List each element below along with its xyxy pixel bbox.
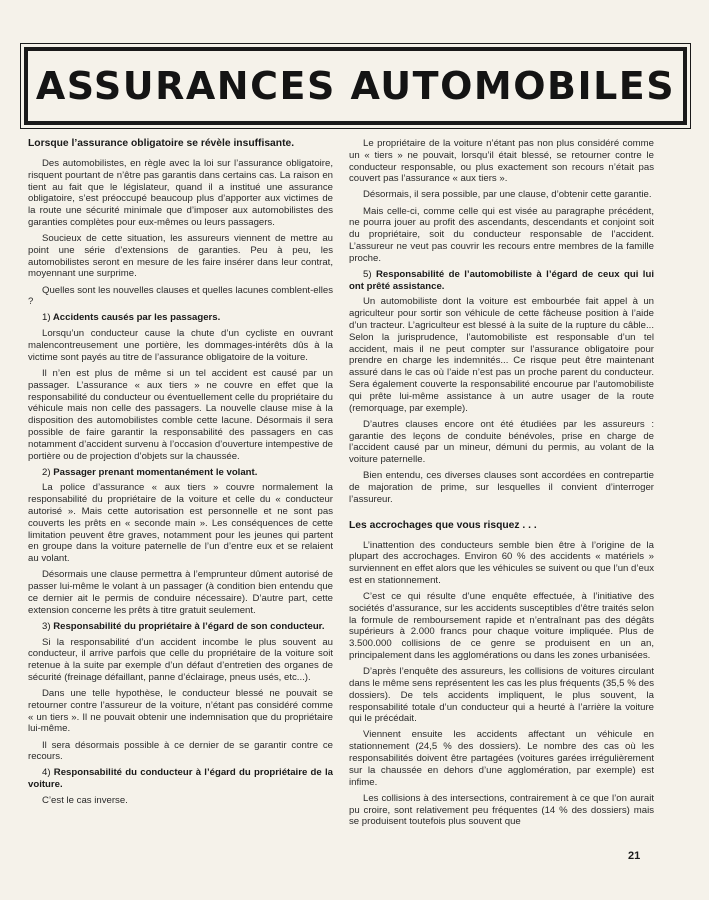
page-number: 21 xyxy=(628,850,641,862)
paragraph: La police d’assurance « aux tiers » couvre normalement la responsabilité du propriétaire de la voiture et celle du « conducteur autorisé ». Mais cette autorisation est personnelle et ne sont pas couverts les prêts en « seconde main ». Les conséquences de cette limitation peuvent être graves, notamment pour les jeunes qui partent en groupe dans la voiture paternelle de l’un d’entre eux et se relaient au volant. xyxy=(28,482,333,565)
subsection-title-4: 4) Responsabilité du conducteur à l’égard du propriétaire de la voiture. xyxy=(28,767,333,791)
paragraph: Dans une telle hypothèse, le conducteur blessé ne pouvait se retourner contre l’assureur de la voiture, n’étant pas considéré comme « un tiers ». Il ne pouvait obtenir une indemnisation que du propriétaire lui-même. xyxy=(28,688,333,735)
paragraph: Lorsqu’un conducteur cause la chute d’un cycliste en ouvrant malencontreusement une portière, les dommages-intérêts dûs à la victime sont payés au titre de l’assurance obligatoire de la voiture. xyxy=(28,328,333,363)
subsection-title-3: 3) Responsabilité du propriétaire à l’égard de son conducteur. xyxy=(42,620,325,632)
title-banner xyxy=(24,47,687,125)
subsection-title-1: 1) Accidents causés par les passagers. xyxy=(42,312,221,324)
paragraph: Il sera désormais possible à ce dernier de se garantir contre ce recours. xyxy=(28,739,333,763)
paragraph: Les collisions à des intersections, contrairement à ce que l’on aurait pu croire, sont relativement peu fréquentes (14 % des dossiers) mais se produisent toutefois plus souvent que xyxy=(349,792,654,828)
paragraph: Quelles sont les nouvelles clauses et quelles lacunes comblent-elles ? xyxy=(28,284,333,308)
paragraph: Si la responsabilité d’un accident incombe le plus souvent au conducteur, il arrive parfois que celle du propriétaire de la voiture soit retenue à la suite par exemple d’un défaut d’entretien des organes de sécurité (freinage défaillant, panne d’éclairage, pneus usés, etc...). xyxy=(28,636,333,683)
paragraph: Bien entendu, ces diverses clauses sont accordées en contrepartie de majoration de prime, sur lesquelles il convient d’interroger l’assureur. xyxy=(349,470,654,505)
paragraph: Viennent ensuite les accidents affectant un véhicule en stationnement (24,5 % des dossiers). Le nombre des cas où les responsabilités doivent être partagées (voitures garées irrégulièrement sur la chaussée en dehors d’une agglomération, par exemple) est infime. xyxy=(349,729,654,788)
subsection-title-5: 5) Responsabilité de l’automobiliste à l’égard de ceux qui lui ont prêté assistance. xyxy=(349,268,654,292)
paragraph: C’est le cas inverse. xyxy=(42,795,128,807)
paragraph: L’inattention des conducteurs semble bien être à l’origine de la plupart des accrochages. Environ 60 % des accidents « matériels » surviennent en effet alors que les véhicules se suivent ou que l’un d’eux est en stationnement. xyxy=(349,539,654,586)
paragraph: Des automobilistes, en règle avec la loi sur l’assurance obligatoire, risquent pourtant de n’être pas garantis dans certains cas. La raison en tient au fait que le législateur, quand il a institué une assurance obligatoire, s’est préoccupé beaucoup plus d’apporter aux victimes de la route une sécurité minimale que d’imposer aux automobilistes des garanties complètes pour eux-mêmes ou leurs passagers. xyxy=(28,158,333,228)
paragraph: Il n’en est plus de même si un tel accident est causé par un passager. L’assurance « aux tiers » ne couvre en effet que la responsabilité du conducteur ou éventuellement celle du propriétaire du véhicule mais non celle des passagers. La nouvelle clause mise à la disposition des automobilistes comble cette lacune. Désormais il sera possible de faire garantir la responsabilité des passagers en cas notamment d’accident survenu à l’occasion d’ouverture intempestive de portière ou de projection d’objets sur la chaussée. xyxy=(28,367,333,462)
subsection-title-2: 2) Passager prenant momentanément le volant. xyxy=(42,466,258,478)
page-title: ASSURANCES AUTOMOBILES xyxy=(35,64,676,108)
left-column xyxy=(28,138,333,811)
paragraph: Soucieux de cette situation, les assureurs viennent de mettre au point une série d’extensions de garanties. Peu à peu, les automobilistes seront en mesure de les faire insérer dans leur contrat, moyennant une surprime. xyxy=(28,233,333,280)
section-heading-accrochages: Les accrochages que vous risquez . . . xyxy=(349,519,537,531)
paragraph: Désormais une clause permettra à l’emprunteur dûment autorisé de passer lui-même le volant à un passager (à condition bien entendu que ce dernier ait le permis de conduire nécessaire). D’autre part, cette extension concerne les prêts à titre gratuit seulement. xyxy=(28,569,333,616)
paragraph: Mais celle-ci, comme celle qui est visée au paragraphe précédent, ne pourra jouer au profit des ascendants, descendants et conjoint soit du propriétaire, soit du conducteur responsable de l’accident. L’assureur ne veut pas couvrir les recours entre membres de la famille proche. xyxy=(349,205,654,264)
paragraph: D’après l’enquête des assureurs, les collisions de voitures circulant dans le même sens représentent les cas les plus fréquents (35,5 % des dossiers). De tels accidents impliquent, le plus souvent, la responsabilité totale d’un conducteur qui a heurté à l’arrière la voiture qui le précédait. xyxy=(349,666,654,725)
section-heading: Lorsque l’assurance obligatoire se révèle insuffisante. xyxy=(28,138,295,149)
paragraph: Le propriétaire de la voiture n’étant pas non plus considéré comme un « tiers » ne pouvait, lorsqu’il était blessé, se retourner contre le conducteur responsable, ou plus exactement son recours n’était pas couvert pas l’assurance « aux tiers ». xyxy=(349,138,654,185)
paragraph: Un automobiliste dont la voiture est embourbée fait appel à un agriculteur pour sortir son véhicule de cette fâcheuse position à l’aide d’un tracteur. L’agriculteur est blessé à la suite de la rupture du câble... Selon la jurisprudence, l’automobiliste est responsable d’un tel accident, mais il ne peut compter sur l’assurance obligatoire pour prendre en charge les indemnités... Ce risque peut être maintenant assuré dans le cas où l’aide n’est pas un proche parent du conducteur. Sera également couverte la responsabilité encourue par l’automobiliste qui prête lui-même assistance à un autre usager de la route (remorquage, par exemple). xyxy=(349,296,654,414)
paragraph: D’autres clauses encore ont été étudiées par les assureurs : garantie des leçons de conduite bénévoles, prise en charge de l’accident causé par un mineur, démuni du permis, au volant de la voiture paternelle. xyxy=(349,418,654,466)
paragraph: C’est ce qui résulte d’une enquête effectuée, à l’initiative des sociétés d’assurance, sur les accidents susceptibles d’être traités selon la formule de remboursement rapide et n’entraînant pas des dégâts supérieurs à 2.000 francs pour chaque voiture impliquée. Plus de 3.500.000 collisions de ce genre se produisent en un an, principalement dans les agglomérations ou dans les zones urbanisées. xyxy=(349,591,654,662)
right-column xyxy=(349,138,654,832)
paragraph: Désormais, il sera possible, par une clause, d’obtenir cette garantie. xyxy=(363,189,652,201)
